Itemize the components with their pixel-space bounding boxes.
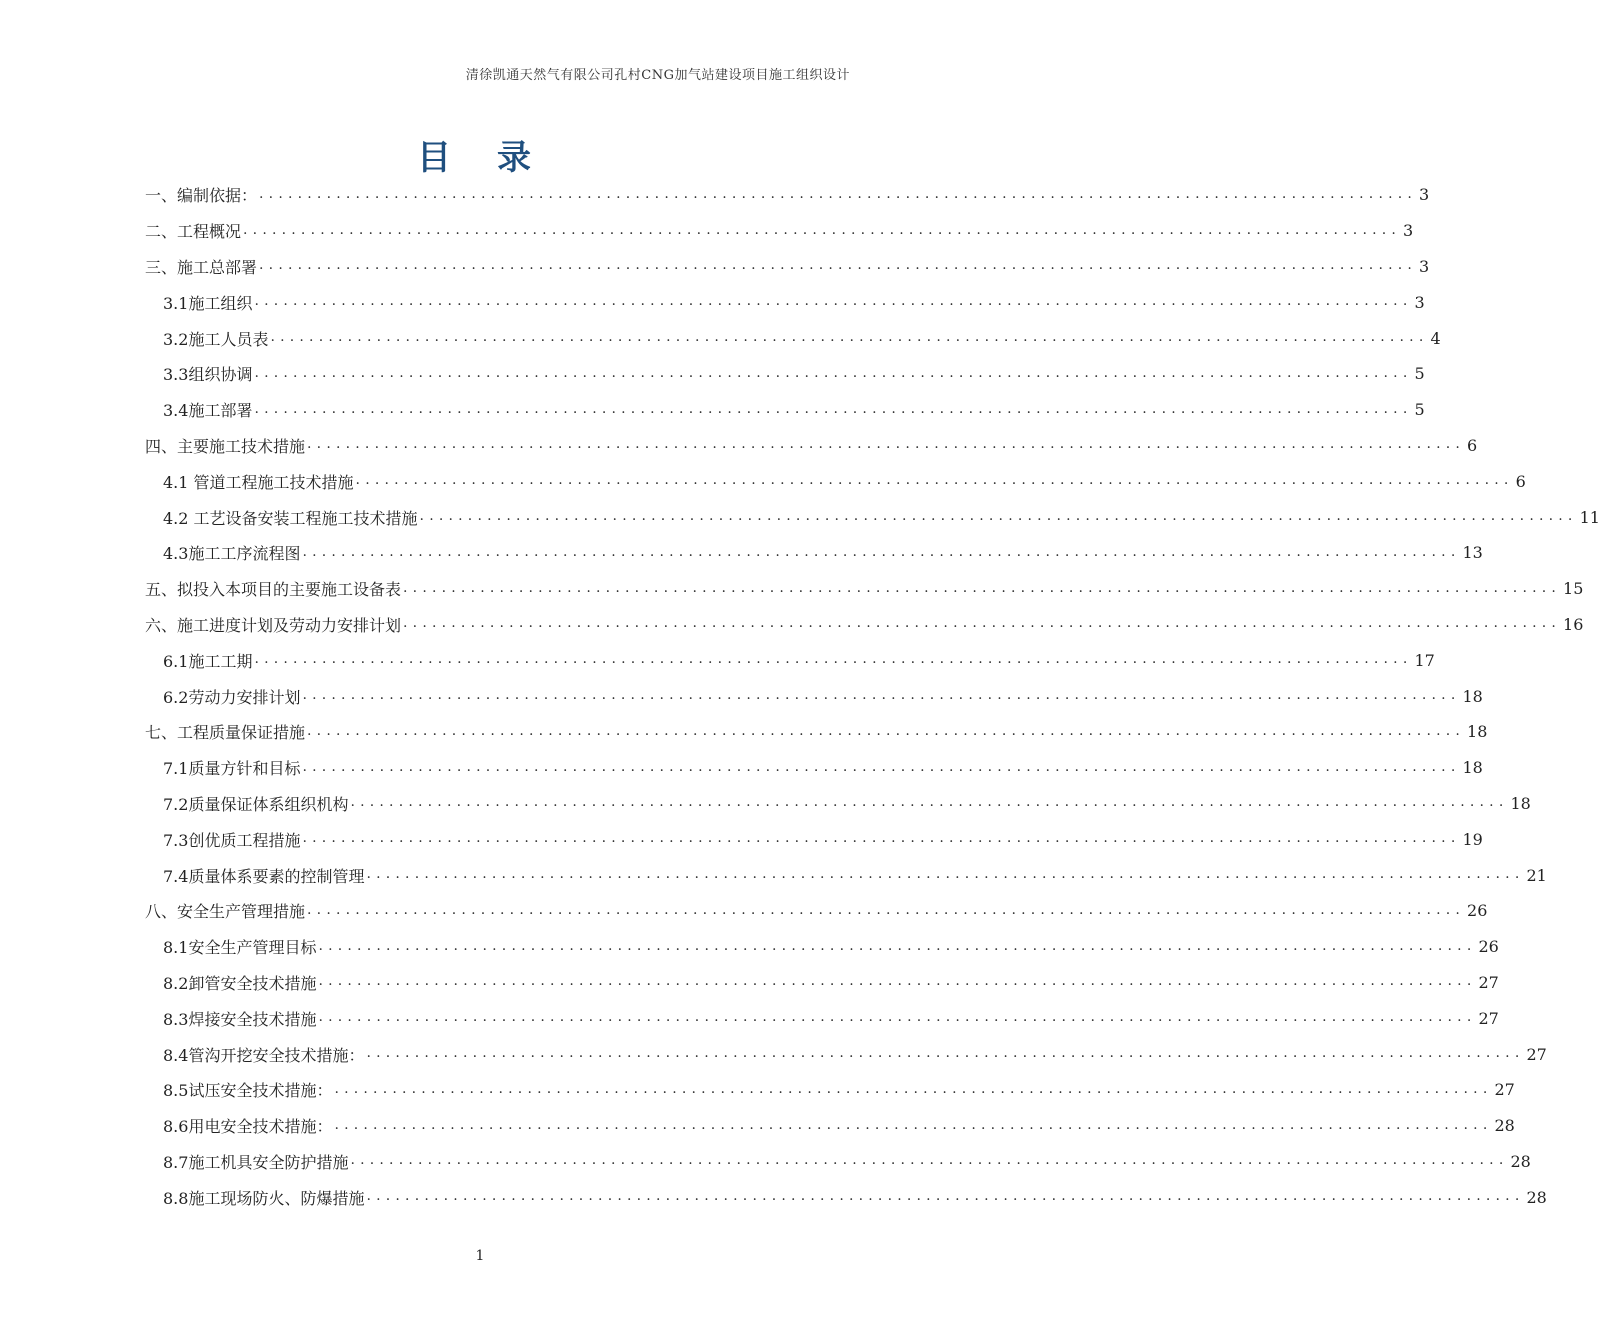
toc-entry-label: 七、工程质量保证措施 — [145, 723, 306, 743]
toc-leader-dots: ........................................................................................................................ — [259, 257, 1418, 274]
toc-leader-dots: ........................................................................................................................ — [302, 830, 1461, 847]
toc-entry[interactable] — [145, 857, 1547, 893]
toc-leader-dots: ........................................................................................................................ — [366, 1188, 1525, 1205]
toc-leader-dots: ........................................................................................................................ — [302, 543, 1461, 560]
toc-entry-label: 4.3施工工序流程图 — [163, 544, 301, 564]
toc-entry-page: 28 — [1510, 1151, 1531, 1171]
toc-entry[interactable] — [145, 320, 1441, 356]
toc-entry[interactable] — [145, 965, 1499, 1001]
toc-entry[interactable] — [145, 499, 1600, 535]
toc-entry-page: 11 — [1579, 507, 1600, 527]
toc-entry-page: 26 — [1467, 901, 1488, 921]
toc-entry-page: 21 — [1526, 865, 1547, 885]
toc-entry[interactable] — [145, 607, 1584, 643]
page-number: 1 — [475, 1248, 485, 1264]
toc-entry-page: 6 — [1467, 435, 1478, 455]
toc-entry-label: 8.8施工现场防火、防爆措施 — [163, 1188, 365, 1208]
toc-entry[interactable] — [145, 213, 1414, 249]
toc-entry-label: 6.2劳动力安排计划 — [163, 687, 301, 707]
toc-leader-dots: ........................................................................................................................ — [350, 1152, 1509, 1169]
toc-leader-dots: ........................................................................................................................ — [254, 364, 1413, 381]
toc-entry-page: 13 — [1462, 543, 1483, 563]
toc-entry-page: 17 — [1414, 650, 1435, 670]
toc-leader-dots: ........................................................................................................................ — [307, 722, 1466, 739]
toc-entry-label: 4.2 工艺设备安装工程施工技术措施 — [163, 508, 418, 528]
toc-leader-dots: ........................................................................................................................ — [366, 1045, 1525, 1062]
toc-title-char: 录 — [497, 138, 533, 178]
toc-entry-page: 15 — [1563, 579, 1584, 599]
toc-entry-page: 19 — [1462, 829, 1483, 849]
toc-entry-page: 3 — [1419, 185, 1430, 205]
toc-leader-dots: ........................................................................................................................ — [350, 794, 1509, 811]
toc-leader-dots: ........................................................................................................................ — [254, 293, 1413, 310]
toc-entry-page: 3 — [1419, 256, 1430, 276]
toc-leader-dots: ........................................................................................................................ — [243, 221, 1402, 238]
toc-entry-label: 三、施工总部署 — [145, 257, 258, 277]
toc-leader-dots: ........................................................................................................................ — [366, 866, 1525, 883]
toc-entry-label: 3.1施工组织 — [163, 293, 253, 313]
toc-entry-label: 4.1 管道工程施工技术措施 — [163, 472, 354, 492]
toc-entry-label: 一、编制依据： — [145, 186, 258, 206]
toc-leader-dots: ........................................................................................................................ — [259, 185, 1418, 202]
toc-entry-label: 六、施工进度计划及劳动力安排计划 — [145, 615, 402, 635]
toc-entry-label: 6.1施工工期 — [163, 651, 253, 671]
toc-entry-label: 8.1安全生产管理目标 — [163, 938, 317, 958]
toc-entry-page: 28 — [1526, 1187, 1547, 1207]
toc-entry-page: 27 — [1526, 1044, 1547, 1064]
toc-leader-dots: ........................................................................................................................ — [334, 1116, 1493, 1133]
toc-entry-page: 18 — [1510, 793, 1531, 813]
toc-entry[interactable] — [145, 356, 1425, 392]
toc-leader-dots: ........................................................................................................................ — [318, 973, 1477, 990]
toc-entry-label: 8.6用电安全技术措施： — [163, 1117, 333, 1137]
toc-entry[interactable] — [145, 249, 1430, 285]
toc-entry-label: 3.4施工部署 — [163, 401, 253, 421]
toc-leader-dots: ........................................................................................................................ — [403, 615, 1562, 632]
document-header-title: 清徐凯通天然气有限公司孔村CNG加气站建设项目施工组织设计 — [465, 68, 850, 83]
toc-entry[interactable] — [145, 1072, 1515, 1108]
toc-entry-label: 7.4质量体系要素的控制管理 — [163, 866, 365, 886]
toc-entry-page: 16 — [1563, 614, 1584, 634]
toc-entry[interactable] — [145, 284, 1425, 320]
toc-entry-label: 五、拟投入本项目的主要施工设备表 — [145, 580, 402, 600]
toc-leader-dots: ........................................................................................................................ — [334, 1080, 1493, 1097]
toc-entry-label: 四、主要施工技术措施 — [145, 436, 306, 456]
toc-entry[interactable] — [145, 750, 1483, 786]
toc-entry-label: 7.3创优质工程措施 — [163, 830, 301, 850]
toc-leader-dots: ........................................................................................................................ — [403, 579, 1562, 596]
toc-leader-dots: ........................................................................................................................ — [254, 651, 1413, 668]
toc-entry-label: 7.1质量方针和目标 — [163, 759, 301, 779]
toc-entry-page: 5 — [1414, 400, 1425, 420]
toc-entry[interactable] — [145, 1108, 1515, 1144]
toc-entry[interactable] — [145, 177, 1430, 213]
toc-entry-label: 8.4管沟开挖安全技术措施： — [163, 1045, 365, 1065]
toc-leader-dots: ........................................................................................................................ — [419, 508, 1578, 525]
toc-leader-dots: ........................................................................................................................ — [307, 436, 1466, 453]
toc-entry-label: 8.7施工机具安全防护措施 — [163, 1152, 349, 1172]
toc-entry[interactable] — [145, 1036, 1547, 1072]
toc-title — [0, 130, 950, 179]
toc-entry-page: 3 — [1414, 292, 1425, 312]
toc-leader-dots: ........................................................................................................................ — [318, 1009, 1477, 1026]
toc-entry-page: 28 — [1494, 1116, 1515, 1136]
toc-entry[interactable] — [145, 642, 1435, 678]
toc-entry[interactable] — [145, 1144, 1531, 1180]
toc-entry-page: 27 — [1478, 1008, 1499, 1028]
toc-entry-page: 18 — [1467, 722, 1488, 742]
toc-entry-label: 7.2质量保证体系组织机构 — [163, 794, 349, 814]
toc-entry-page: 4 — [1430, 328, 1441, 348]
toc-entry[interactable] — [145, 571, 1584, 607]
toc-entry[interactable] — [145, 893, 1488, 929]
toc-entry-page: 27 — [1478, 972, 1499, 992]
toc-entry[interactable] — [145, 428, 1478, 464]
toc-entry[interactable] — [145, 786, 1531, 822]
toc-leader-dots: ........................................................................................................................ — [254, 400, 1413, 417]
toc-leader-dots: ........................................................................................................................ — [270, 329, 1429, 346]
toc-entry[interactable] — [145, 821, 1483, 857]
toc-entry[interactable] — [145, 463, 1526, 499]
toc-entry-page: 18 — [1462, 758, 1483, 778]
toc-title-char: 目 — [417, 138, 453, 178]
toc-leader-dots: ........................................................................................................................ — [355, 472, 1514, 489]
toc-leader-dots: ........................................................................................................................ — [302, 687, 1461, 704]
toc-entry-page: 5 — [1414, 364, 1425, 384]
table-of-contents — [145, 177, 1600, 1215]
toc-entry[interactable] — [145, 1000, 1499, 1036]
toc-entry-page: 6 — [1515, 471, 1526, 491]
toc-entry-label: 8.3焊接安全技术措施 — [163, 1009, 317, 1029]
toc-entry[interactable] — [145, 678, 1483, 714]
toc-leader-dots: ........................................................................................................................ — [302, 758, 1461, 775]
toc-entry[interactable] — [145, 714, 1488, 750]
toc-entry-label: 8.2卸管安全技术措施 — [163, 973, 317, 993]
toc-entry-page: 3 — [1403, 221, 1414, 241]
toc-entry-page: 26 — [1478, 937, 1499, 957]
toc-leader-dots: ........................................................................................................................ — [307, 901, 1466, 918]
toc-entry-page: 27 — [1494, 1080, 1515, 1100]
toc-entry-label: 3.2施工人员表 — [163, 329, 269, 349]
toc-entry[interactable] — [145, 1179, 1547, 1215]
toc-entry[interactable] — [145, 535, 1483, 571]
toc-entry-label: 八、安全生产管理措施 — [145, 902, 306, 922]
toc-entry-label: 8.5试压安全技术措施： — [163, 1081, 333, 1101]
toc-entry[interactable] — [145, 392, 1425, 428]
toc-leader-dots: ........................................................................................................................ — [318, 937, 1477, 954]
toc-entry-label: 3.3组织协调 — [163, 365, 253, 385]
toc-entry[interactable] — [145, 929, 1499, 965]
toc-entry-label: 二、工程概况 — [145, 222, 242, 242]
toc-entry-page: 18 — [1462, 686, 1483, 706]
